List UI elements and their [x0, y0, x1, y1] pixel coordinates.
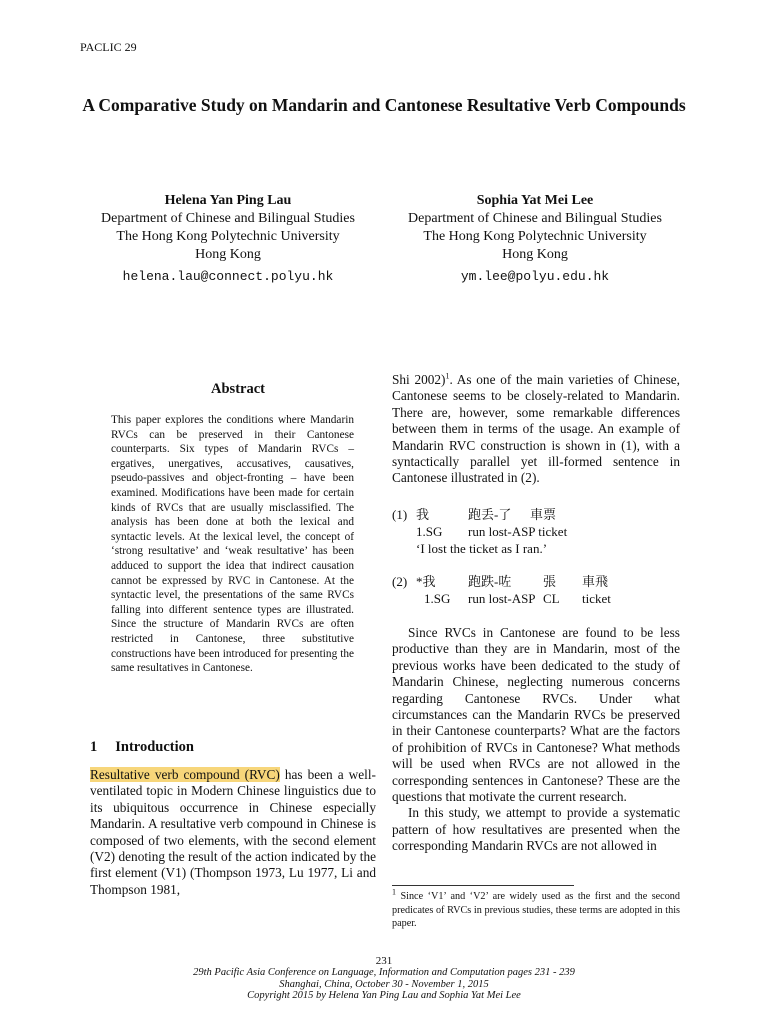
page-number: 231	[375, 955, 393, 967]
section-title: Introduction	[115, 739, 194, 755]
author-email: helena.lau@connect.polyu.hk	[122, 269, 334, 284]
example-word: 車票	[530, 507, 557, 522]
author-location: Hong Kong	[502, 247, 568, 262]
section-number: 1	[90, 739, 98, 755]
paragraph-text: Shi 2002)	[392, 372, 446, 387]
page-footer	[0, 967, 768, 1002]
abstract-heading: Abstract	[211, 381, 265, 397]
example-gloss: run lost-ASP ticket	[468, 524, 568, 539]
author-dept: Department of Chinese and Bilingual Studies	[408, 211, 662, 226]
author-dept: Department of Chinese and Bilingual Studies	[101, 211, 355, 226]
author-university: The Hong Kong Polytechnic University	[423, 229, 647, 244]
abstract-body: This paper explores the conditions where Mandarin RVCs can be preserved in their Cantonese counterparts. Six types of Mandarin RVCs – ergatives, unergatives, accusatives, causatives, pseudo-passives and object-fronting – have been examined. Modifications have been made for certain kinds of RVCs that are usually misclassified. The analysis has been done at both the lexical and syntactic levels. At the lexical level, the concept of ‘strong resultative’ and ‘weak resultative’ has been adduced to support the idea that indirect causation cannot be expressed by RVC in Cantonese. At the syntactic level, the presentations of the same RVCs falling into different sentence types are illustrated. Since the structure of Mandarin RVCs are often restricted in Cantonese, three substitutive constructions have been introduced for presenting the same resultatives in Cantonese.	[111, 414, 354, 675]
footer-line: Shanghai, China, October 30 - November 1, 2015	[279, 978, 489, 990]
column2-paragraph-1	[392, 372, 680, 487]
running-header: PACLIC 29	[80, 40, 137, 54]
author-name: Sophia Yat Mei Lee	[476, 193, 594, 208]
footnote	[392, 887, 680, 931]
paper-title: A Comparative Study on Mandarin and Cantonese Resultative Verb Compounds	[82, 95, 686, 115]
example-word: *我	[416, 574, 436, 589]
column2-body	[392, 625, 680, 855]
example-gloss: 1.SG	[416, 524, 443, 539]
author-block-1	[80, 192, 376, 286]
example-label: (1)	[392, 507, 408, 522]
footer-line: 29th Pacific Asia Conference on Language, Information and Computation pages 231 - 239	[193, 967, 575, 978]
author-block-2	[378, 192, 692, 286]
footnote-divider	[392, 885, 574, 886]
introduction-text: has been a well-ventilated topic in Modern Chinese linguistics due to its ubiquitous occurrence in Chinese especially Mandarin. A resultative verb compound in Chinese is composed of two elements, with the second element (V2) denoting the result of the action indicated by the first element (V1) (Thompson 1973, Lu 1977, Li and Thompson 1981,	[90, 767, 376, 897]
example-gloss: ticket	[582, 591, 611, 606]
paragraph: In this study, we attempt to provide a systematic pattern of how resultatives are presented when the corresponding Mandarin RVCs are not allowed in	[392, 805, 680, 854]
footnote-number: 1	[392, 887, 396, 897]
example-word: 張	[543, 574, 557, 589]
author-university: The Hong Kong Polytechnic University	[116, 229, 340, 244]
paragraph-text: . As one of the main varieties of Chinese, Cantonese seems to be closely-related to Mandarin. There are, however, some remarkable differences between them in terms of the usage. An example of Mandarin RVC construction is shown in (1), with a syntactically parallel yet ill-formed sentence in Cantonese illustrated in (2).	[392, 372, 680, 486]
introduction-paragraph	[90, 767, 376, 898]
example-word: 我	[416, 507, 430, 522]
example-word: 跑跌-咗	[468, 574, 512, 589]
highlighted-term: Resultative verb compound (RVC)	[90, 767, 280, 782]
author-location: Hong Kong	[195, 247, 261, 262]
example-gloss: run lost-ASP	[468, 591, 536, 606]
example-word: 跑丢-了	[468, 507, 512, 522]
example-translation: ‘I lost the ticket as I ran.’	[416, 541, 548, 556]
author-email: ym.lee@polyu.edu.hk	[460, 269, 610, 284]
paragraph: Since RVCs in Cantonese are found to be less productive than they are in Mandarin, most of the previous works have been dedicated to the study of Mandarin Chinese, neglecting numerous concerns regarding Cantonese RVCs. Under what circumstances can the Mandarin RVCs be preserved in their Cantonese counterparts? What are the factors of prohibition of RVCs in Cantonese? What methods will be used when RVCs are not allowed in the corresponding sentences in Cantonese? These are the questions that motivate the current research.	[392, 625, 680, 805]
example-gloss: CL	[543, 591, 560, 606]
footnote-marker: 1	[445, 371, 450, 381]
footer-line: Copyright 2015 by Helena Yan Ping Lau and Sophia Yat Mei Lee	[247, 990, 521, 1001]
example-gloss: 1.SG	[424, 591, 451, 606]
example-word: 車飛	[582, 574, 609, 589]
footnote-text: Since ‘V1’ and ‘V2’ are widely used as the first and the second predicates of RVCs in previous studies, these terms are adopted in this paper.	[392, 891, 680, 929]
author-name: Helena Yan Ping Lau	[164, 193, 292, 208]
example-label: (2)	[392, 574, 408, 589]
section-heading-introduction	[90, 739, 194, 756]
